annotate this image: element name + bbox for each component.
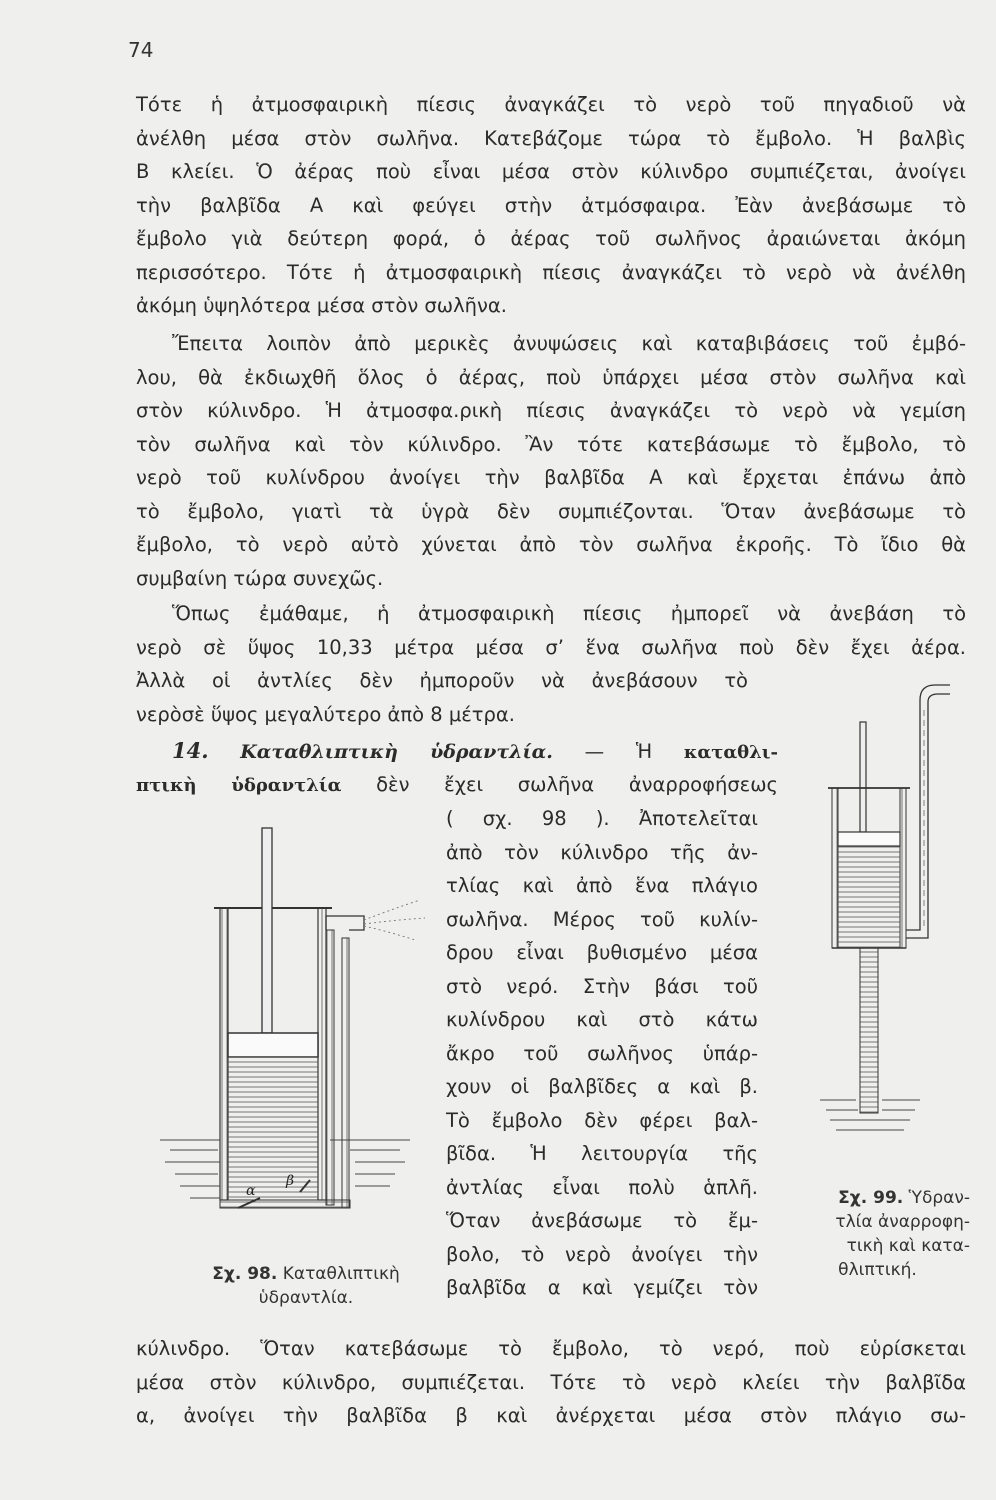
final-paragraph — [136, 1332, 966, 1433]
caption-text: τλία ἀναρροφη- — [835, 1212, 970, 1232]
column-text — [446, 802, 758, 1305]
bold-term: πτικὴ ὑδραντλία — [136, 774, 342, 796]
section-14-heading — [136, 734, 778, 801]
paragraph-3-short — [136, 664, 748, 731]
text-line: βαλβῖδα α καὶ γεμίζει τὸν — [446, 1276, 758, 1299]
section-heading-line — [136, 734, 778, 768]
text-line: τλίας καὶ ἀπὸ ἕνα πλάγιο — [446, 874, 758, 897]
text-line: σωλῆνα. Μέρος τοῦ κυλίν- — [446, 907, 758, 931]
text-line: λου, θὰ ἐκδιωχθῆ ὅλος ὁ ἀέρας, ποὺ ὑπάρχει μέσα στὸν σωλῆνα καὶ — [136, 365, 966, 389]
text-line: νερὸσὲ ὕψος μεγαλύτερο ἀπὸ 8 μέτρα. — [136, 702, 515, 726]
text-line: Ὅταν ἀνεβάσωμε τὸ ἔμ- — [446, 1209, 758, 1232]
text-line: βολο, τὸ νερὸ ἀνοίγει τὴν — [446, 1242, 758, 1266]
text-line: τὴν βαλβῖδα Α καὶ φεύγει στὴν ἀτμόσφαιρα. Ἐὰν ἀνεβάσωμε τὸ — [136, 193, 966, 217]
text-line: ἔμβολο γιὰ δεύτερη φορά, ὁ ἀέρας τοῦ σωλῆνος ἀραιώνεται ἀκόμη — [136, 227, 966, 250]
section-line2-rest: δὲν ἔχει σωλῆνα ἀναρροφήσεως — [376, 772, 778, 796]
text-line: κύλινδρο. Ὅταν κατεβάσωμε τὸ ἔμβολο, τὸ νερό, ποὺ εὑρίσκεται — [136, 1337, 966, 1360]
text-line: στὸ νερό. Στὴν βάσι τοῦ — [446, 974, 758, 998]
section-title: Καταθλιπτικὴ ὑδραντλία. — [240, 741, 553, 763]
text-line: Τὸ ἔμβολο δὲν φέρει βαλ- — [446, 1108, 758, 1132]
figure-99-pump — [800, 680, 960, 1180]
caption-text: Ὑδραν- — [908, 1188, 970, 1208]
text-line: συμβαίνη τώρα συνεχῶς. — [136, 566, 384, 590]
text-line: Ὅπως ἐμάθαμε, ἡ ἀτμοσφαιρικὴ πίεσις ἠμπορεῖ νὰ ἀνεβάση τὸ — [172, 602, 966, 625]
caption-text: Καταθλιπτικὴ — [282, 1264, 400, 1284]
paragraph-2 — [136, 327, 966, 595]
caption-text: τικὴ καὶ κατα- — [846, 1236, 970, 1256]
text-line: ἄκρο τοῦ σωλῆνος ὑπάρ- — [446, 1041, 758, 1065]
text-line: ἀντλίας εἶναι πολὺ ἁπλῆ. — [446, 1175, 758, 1199]
text-line: δρου εἶναι βυθισμένο μέσα — [446, 941, 758, 964]
text-line: βῖδα. Ἡ λειτουργία τῆς — [446, 1142, 758, 1165]
text-line: ἀκόμη ὑψηλότερα μέσα στὸν σωλῆνα. — [136, 294, 507, 317]
dash-intro: — Ἡ — [584, 740, 653, 763]
figure-98-caption — [176, 1262, 436, 1310]
figure-98-force-pump — [150, 820, 440, 1240]
text-line: ἀνέλθη μέσα στὸν σωλῆνα. Κατεβάζομε τώρα τὸ ἔμβολο. Ἡ βαλβὶς — [136, 126, 966, 150]
bold-term: καταθλι- — [683, 742, 778, 763]
text-line: τὸν σωλῆνα καὶ τὸν κύλινδρο. Ἂν τότε κατεβάσωμε τὸ ἔμβολο, τὸ — [136, 432, 966, 456]
text-line: στὸν κύλινδρο. Ἡ ἀτμοσφα.ρικὴ πίεσις ἀναγκάζει τὸ νερὸ νὰ γεμίση — [136, 399, 966, 422]
text-line: τὸ ἔμβολο, γιατὶ τὰ ὑγρὰ δὲν συμπιέζονται. Ὅταν ἀνεβάσωμε τὸ — [136, 499, 966, 523]
text-line: Ἀλλὰ οἱ ἀντλίες δὲν ἠμποροῦν νὰ ἀνεβάσουν τὸ — [136, 669, 748, 692]
text-line: χουν οἱ βαλβῖδες α καὶ β. — [446, 1075, 758, 1098]
text-line: Β κλείει. Ὁ ἀέρας ποὺ εἶναι μέσα στὸν κύλινδρο συμπιέζεται, ἀνοίγει — [136, 160, 966, 183]
valve-alpha-label: α — [246, 1183, 256, 1199]
text-line: ( σχ. 98 ). Ἀποτελεῖται — [446, 807, 758, 830]
text-line: Τότε ἡ ἀτμοσφαιρικὴ πίεσις ἀναγκάζει τὸ νερὸ τοῦ πηγαδιοῦ νὰ — [136, 93, 966, 116]
caption-text: ὑδραντλία. — [258, 1288, 354, 1308]
text-line: ἀπὸ τὸν κύλινδρο τῆς ἀν- — [446, 840, 758, 864]
text-line: νερὸ τοῦ κυλίνδρου ἀνοίγει τὴν βαλβῖδα Α καὶ ἔρχεται ἐπάνω ἀπὸ — [136, 466, 966, 489]
text-line: ἔμβολο, τὸ νερὸ αὐτὸ χύνεται ἀπὸ τὸν σωλῆνα ἐκροῆς. Τὸ ἴδιο θὰ — [136, 533, 966, 556]
section-number: 14. — [172, 738, 209, 763]
figure-99-caption — [785, 1186, 970, 1282]
text-line: α, ἀνοίγει τὴν βαλβῖδα β καὶ ἀνέρχεται μέσα στὸν πλάγιο σω- — [136, 1404, 966, 1427]
caption-label: Σχ. 99. — [838, 1188, 904, 1208]
valve-beta-label: β — [286, 1173, 295, 1189]
paragraph-1 — [136, 88, 966, 323]
caption-label: Σχ. 98. — [212, 1264, 278, 1284]
text-line: μέσα στὸν κύλινδρο, συμπιέζεται. Τότε τὸ νερὸ κλείει τὴν βαλβῖδα — [136, 1370, 966, 1394]
text-line: περισσότερο. Τότε ἡ ἀτμοσφαιρικὴ πίεσις ἀναγκάζει τὸ νερὸ νὰ ἀνέλθη — [136, 260, 966, 284]
text-line: Ἔπειτα λοιπὸν ἀπὸ μερικὲς ἀνυψώσεις καὶ καταβιβάσεις τοῦ ἐμβό- — [172, 332, 966, 355]
page-number: 74 — [128, 38, 154, 62]
text-line: κυλίνδρου καὶ στὸ κάτω — [446, 1008, 758, 1031]
section-second-line — [136, 768, 778, 802]
text-line: νερὸ σὲ ὕψος 10,33 μέτρα μέσα σ’ ἕνα σωλῆνα ποὺ δὲν ἔχει ἀέρα. — [136, 635, 966, 659]
paragraph-3 — [136, 597, 966, 664]
caption-text: θλιπτική. — [838, 1260, 917, 1280]
